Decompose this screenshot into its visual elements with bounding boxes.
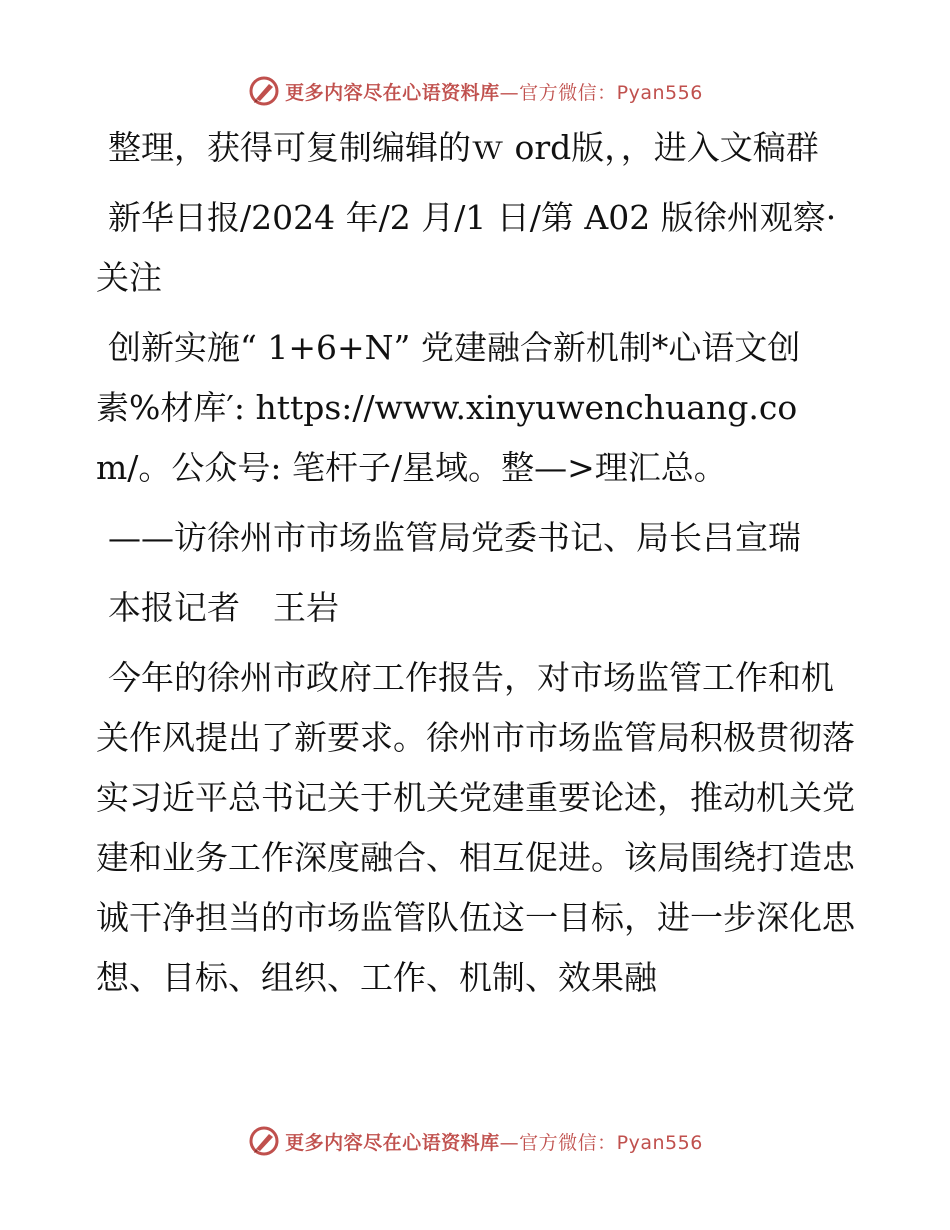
paragraph-intro: 整理，获得可复制编辑的ｗ ord版，，进入文稿群 xyxy=(108,128,819,167)
watermark-text: 更多内容尽在心语资料库 xyxy=(285,81,500,104)
watermark-text: 更多内容尽在心语资料库 xyxy=(285,1131,500,1154)
paragraph-source: 新华日报/2024 年/2 月/1 日/第 A02 版徐州观察· 关注 xyxy=(96,198,837,297)
pen-logo-icon xyxy=(247,74,281,108)
document-body xyxy=(96,118,856,1018)
watermark-wechat: —官方微信：Pyan556 xyxy=(499,1131,703,1154)
watermark-footer xyxy=(0,1121,950,1161)
watermark-wechat: —官方微信：Pyan556 xyxy=(499,81,703,104)
paragraph-subtitle: ——访徐州市市场监管局党委书记、局长吕宣瑞 xyxy=(108,518,801,557)
paragraph-body: 今年的徐州市政府工作报告，对市场监管工作和机关作风提出了新要求。徐州市市场监管局积极贯彻落实习近平总书记关于机关党建重要论述，推动机关党建和业务工作深度融合、相互促进。该局围绕打造忠诚干净担当的市场监管队伍这一目标，进一步深化思想、目标、组织、工作、机制、效果融 xyxy=(96,658,855,997)
paragraph-author: 本报记者 王岩 xyxy=(108,588,339,627)
watermark-header xyxy=(0,71,950,111)
pen-logo-icon xyxy=(247,1124,281,1158)
paragraph-title: 创新实施“ 1+6+N” 党建融合新机制*心语文创素%材库′: https://www.xinyuwenchuang.com/。公众号: 笔杆子/星域。整—>理汇总。 xyxy=(96,328,801,487)
